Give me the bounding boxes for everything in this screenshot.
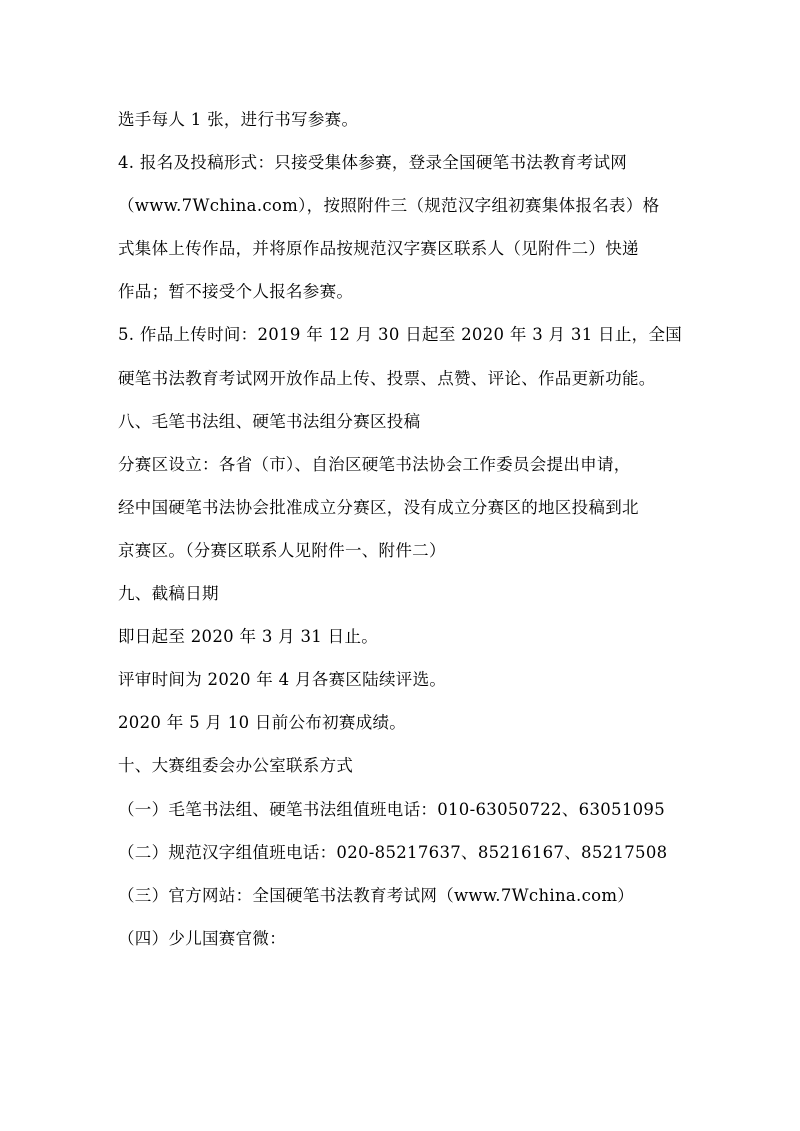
paragraph-line: 即日起至 2020 年 3 月 31 日止。: [118, 627, 379, 647]
paragraph-line: 分赛区设立：各省（市）、自治区硬笔书法协会工作委员会提出申请，: [118, 454, 631, 474]
paragraph-line: 选手每人 1 张，进行书写参赛。: [118, 110, 359, 129]
section-heading: 十、大赛组委会办公室联系方式: [118, 756, 354, 776]
paragraph-line: 京赛区。（分赛区联系人见附件一、附件二）: [118, 540, 446, 560]
paragraph-line: 5. 作品上传时间：2019 年 12 月 30 日起至 2020 年 3 月 31 日止，全国: [118, 325, 683, 345]
contact-line: （四）少儿国赛官微：: [118, 928, 286, 948]
paragraph-line: 评审时间为 2020 年 4 月各赛区陆续评选。: [118, 670, 447, 690]
paragraph-line: 4. 报名及投稿形式：只接受集体参赛，登录全国硬笔书法教育考试网: [118, 153, 628, 173]
paragraph-line: （www.7Wchina.com），按照附件三（规范汉字组初赛集体报名表）格: [118, 196, 660, 216]
section-heading: 九、截稿日期: [118, 584, 219, 604]
contact-line: （三）官方网站：全国硬笔书法教育考试网（www.7Wchina.com）: [118, 885, 635, 905]
paragraph-line: 式集体上传作品，并将原作品按规范汉字赛区联系人（见附件二）快递: [118, 239, 639, 259]
paragraph-line: 2020 年 5 月 10 日前公布初赛成绩。: [118, 713, 407, 733]
paragraph-line: 经中国硬笔书法协会批准成立分赛区，没有成立分赛区的地区投稿到北: [118, 497, 639, 517]
paragraph-line: 作品；暂不接受个人报名参赛。: [118, 282, 354, 302]
section-heading: 八、毛笔书法组、硬笔书法组分赛区投稿: [118, 411, 421, 431]
contact-line: （二）规范汉字组值班电话：020-85217637、85216167、85217508: [118, 842, 668, 862]
contact-line: （一）毛笔书法组、硬笔书法组值班电话：010-63050722、63051095: [118, 799, 666, 819]
document-page: [118, 98, 688, 960]
paragraph-line: 硬笔书法教育考试网开放作品上传、投票、点赞、评论、作品更新功能。: [118, 368, 656, 388]
